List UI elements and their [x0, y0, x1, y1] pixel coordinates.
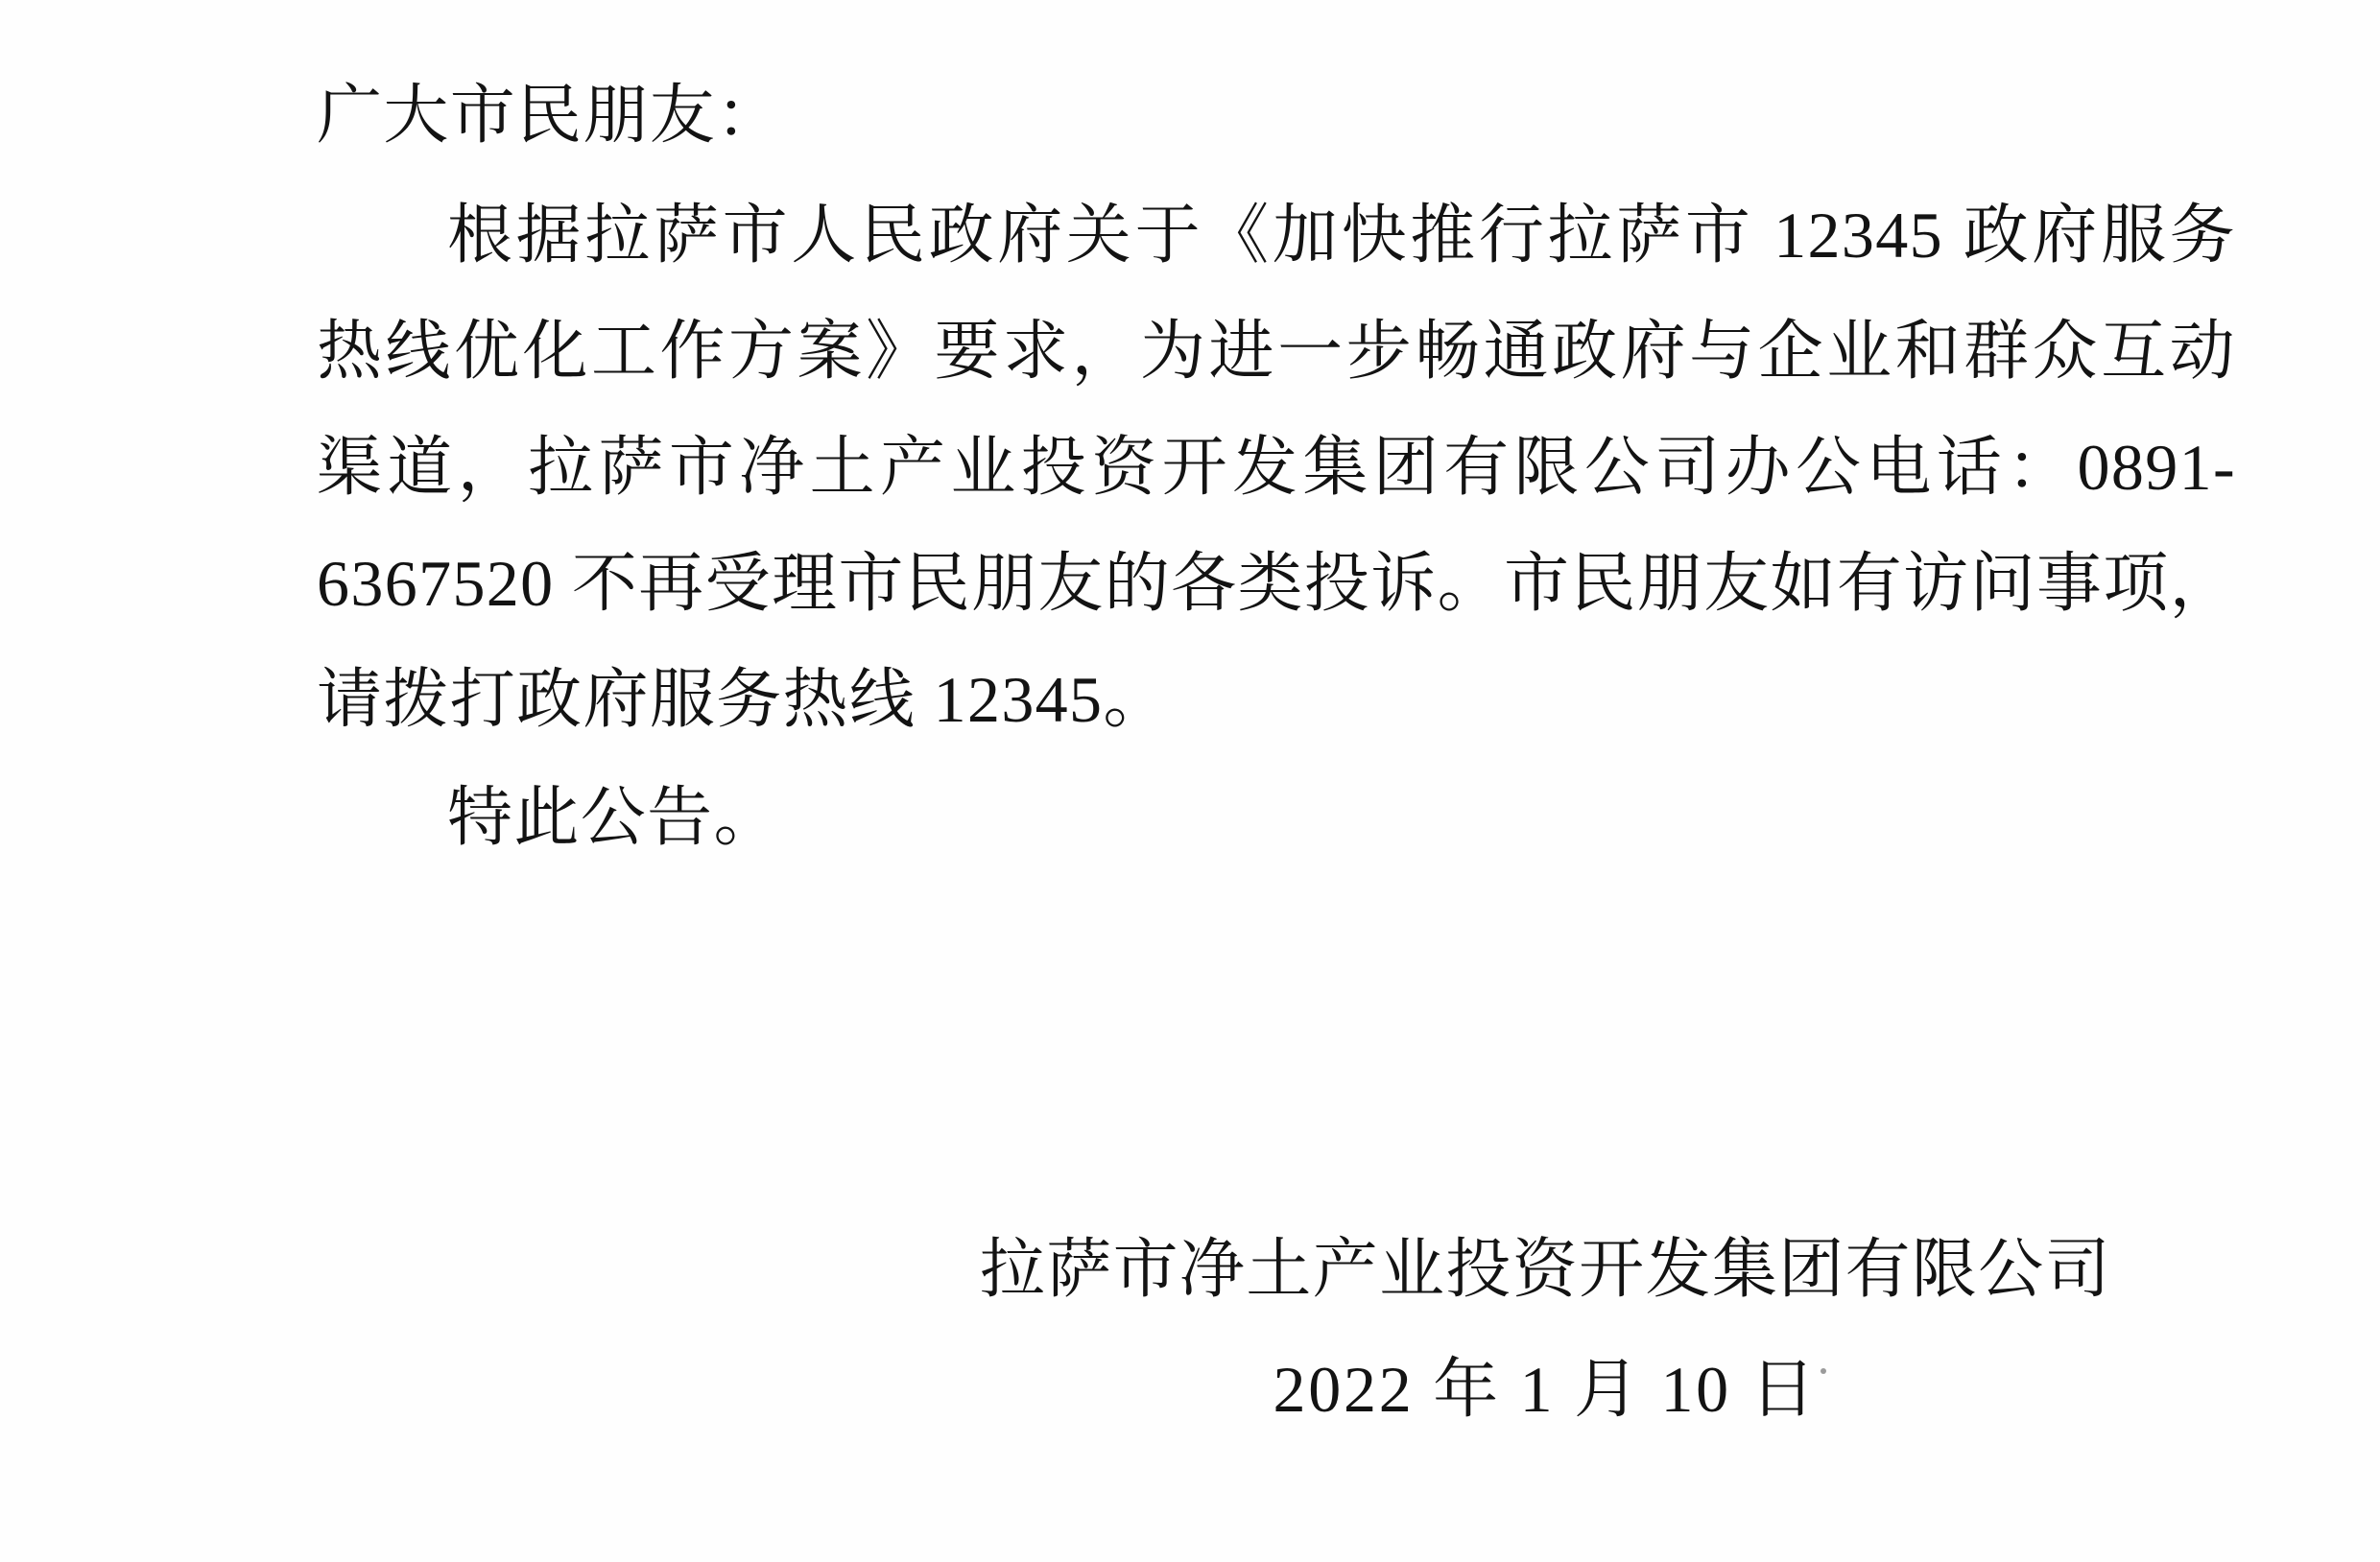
paper-speck — [1821, 1368, 1826, 1374]
salutation: 广大市民朋友： — [317, 79, 783, 152]
paragraph-closing: 特此公告。 — [447, 781, 780, 855]
paragraph-main: 根据拉萨市人民政府关于《加快推行拉萨市 12345 政府服务热线优化工作方案》要求，为进一步畅通政府与企业和群众互动渠道，拉萨市净土产业投资开发集团有限公司办公电话：0891-6367520 不再受理市民朋友的各类投诉。市民朋友如有访问事项，请拨打政府服务热线 12345。 — [317, 199, 2236, 737]
signature-block — [980, 1213, 2111, 1447]
document-body — [317, 58, 2236, 876]
signature-organization: 拉萨市净土产业投资开发集团有限公司 — [979, 1233, 2111, 1306]
signature-date: 2022 年 1 月 10 日 — [1273, 1353, 1819, 1426]
